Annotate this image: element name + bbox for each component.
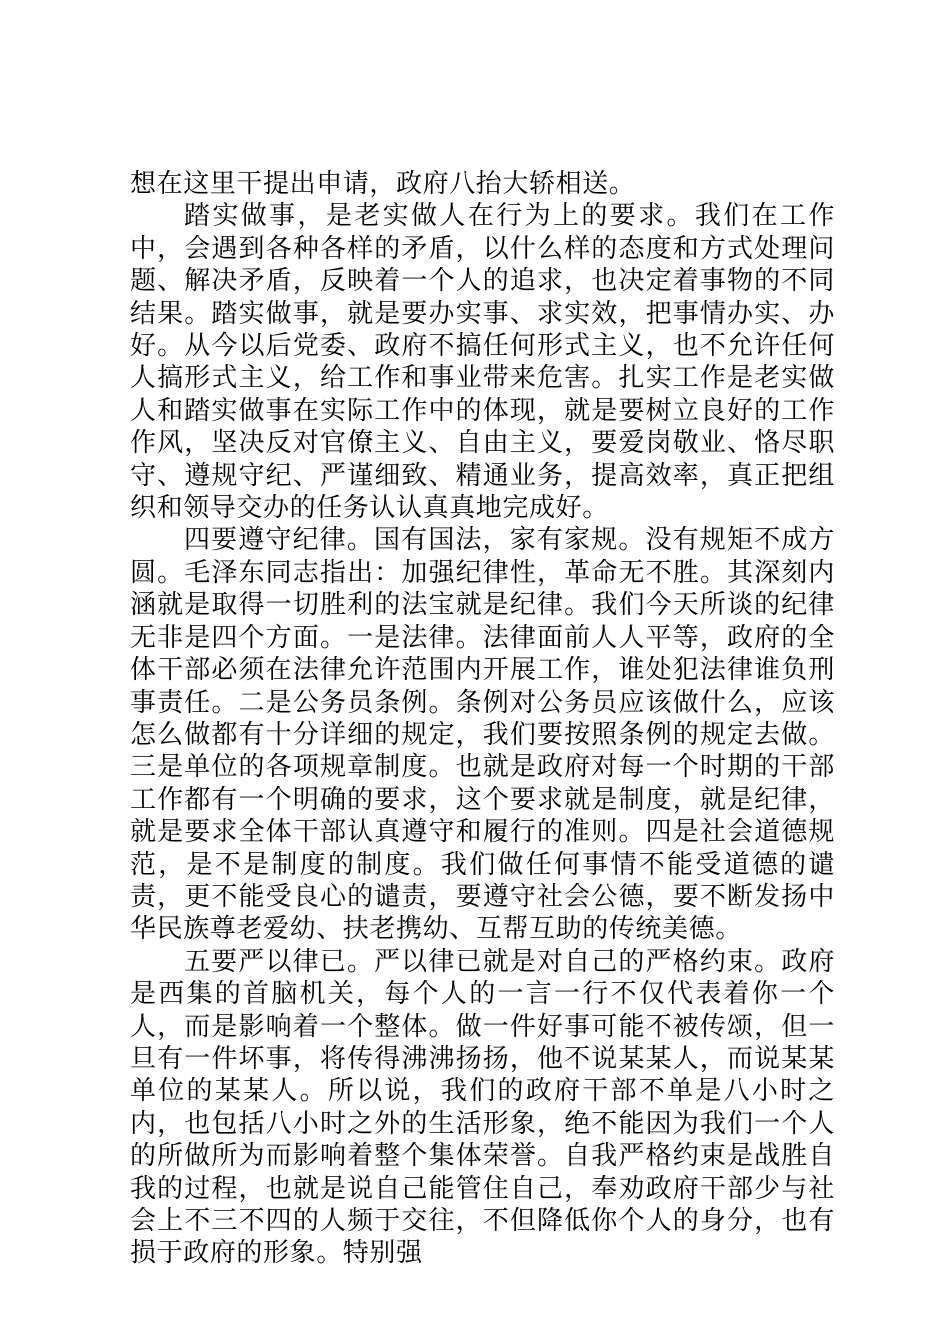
document-body bbox=[130, 168, 835, 1270]
paragraph-self-discipline: 五要严以律已。严以律已就是对自己的严格约束。政府是西集的首脑机关，每个人的一言一行不仅代表着你一个人，而是影响着一个整体。做一件好事可能不被传颂，但一旦有一件坏事，将传得沸沸扬扬，他不说某某人，而说某某单位的某某人。所以说，我们的政府干部不单是八小时之内，也包括八小时之外的生活形象，绝不能因为我们一个人的所做所为而影响着整个集体荣誉。自我严格约束是战胜自我的过程，也就是说自己能管住自己，奉劝政府干部少与社会上不三不四的人频于交往，不但降低你个人的身分，也有损于政府的形象。特别强 bbox=[130, 946, 835, 1269]
paragraph-discipline: 四要遵守纪律。国有国法，家有家规。没有规矩不成方圆。毛泽东同志指出：加强纪律性，革命无不胜。其深刻内涵就是取得一切胜利的法宝就是纪律。我们今天所谈的纪律无非是四个方面。一是法律。法律面前人人平等，政府的全体干部必须在法律允许范围内开展工作，谁处犯法律谁负刑事责任。二是公务员条例。条例对公务员应该做什么，应该怎么做都有十分详细的规定，我们要按照条例的规定去做。三是单位的各项规章制度。也就是政府对每一个时期的干部工作都有一个明确的要求，这个要求就是制度，就是纪律，就是要求全体干部认真遵守和履行的准则。四是社会道德规范，是不是制度的制度。我们做任何事情不能受道德的谴责，更不能受良心的谴责，要遵守社会公德，要不断发扬中华民族尊老爱幼、扶老携幼、互帮互助的传统美德。 bbox=[130, 525, 835, 945]
paragraph-continuation: 想在这里干提出申请，政府八抬大轿相送。 bbox=[130, 169, 636, 199]
paragraph-practical-work: 踏实做事，是老实做人在行为上的要求。我们在工作中，会遇到各种各样的矛盾，以什么样的态度和方式处理问题、解决矛盾，反映着一个人的追求，也决定着事物的不同结果。踏实做事，就是要办实事、求实效，把事情办实、办好。从今以后党委、政府不搞任何形式主义，也不允许任何人搞形式主义，给工作和事业带来危害。扎实工作是老实做人和踏实做事在实际工作中的体现，就是要树立良好的工作作风，坚决反对官僚主义、自由主义，要爱岗敬业、恪尽职守、遵规守纪、严谨细致、精通业务，提高效率，真正把组织和领导交办的任务认认真真地完成好。 bbox=[130, 201, 835, 524]
